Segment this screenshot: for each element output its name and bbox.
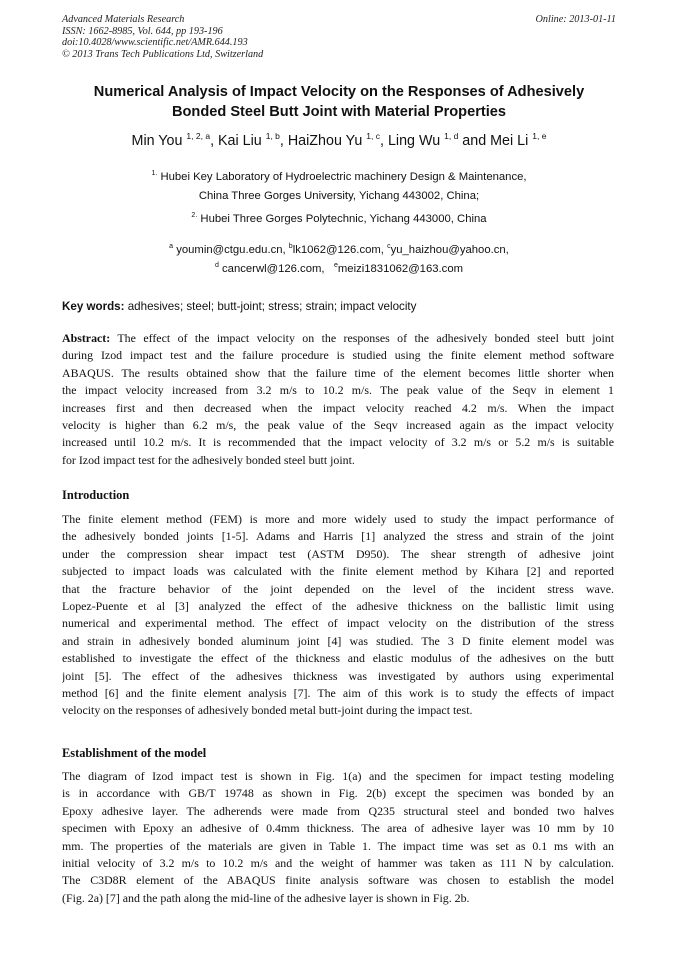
email-mark: a bbox=[169, 243, 174, 250]
affiliation-1 bbox=[40, 168, 638, 206]
body-line: is in accordance with GB/T 19748 as shown in Fig. 2(b) except the specimen was bonded by an bbox=[62, 786, 614, 801]
body-line: method [6] and the finite element analysis [7]. The aim of this work is to study the effects of impact bbox=[62, 685, 614, 700]
body-line: The C3D8R element of the ABAQUS finite analysis software was chosen to establish the model bbox=[62, 873, 614, 888]
body-line: initial velocity of 3.2 m/s to 10.2 m/s and the weight of hammer was taken as 111 N by calculation. bbox=[62, 855, 614, 870]
model-paragraph bbox=[62, 768, 614, 907]
affiliation-text: Hubei Three Gorges Polytechnic, Yichang 443000, China bbox=[200, 213, 487, 225]
abstract-line: velocity is higher than 6.2 m/s, the peak value of the Seqv increased again as the impact velocity bbox=[62, 417, 614, 432]
keywords-text: adhesives; steel; butt-joint; stress; strain; impact velocity bbox=[127, 300, 417, 313]
body-line: mm. The properties of the materials are given in Table 1. The impact time was set as 0.1 ms with an bbox=[62, 838, 614, 853]
body-line: Epoxy adhesive layer. The adherends were made from Q235 structural steel and bonded two halves bbox=[62, 803, 614, 818]
email-mark: d bbox=[214, 262, 219, 269]
author-name: Mei Li bbox=[490, 133, 529, 149]
abstract-label: Abstract: bbox=[62, 331, 111, 345]
email-mark: b bbox=[288, 243, 293, 250]
author-name: Kai Liu bbox=[218, 133, 262, 149]
email-mark: c bbox=[387, 243, 391, 250]
email-address: meizi1831062@163.com bbox=[337, 263, 464, 275]
journal-header bbox=[62, 14, 482, 60]
journal-doi: doi:10.4028/www.scientific.net/AMR.644.193 bbox=[62, 37, 248, 49]
online-date: Online: 2013-01-11 bbox=[535, 14, 616, 25]
abstract-line: for Izod impact test for the adhesively bonded steel butt joint. bbox=[62, 452, 355, 467]
title-line-1: Numerical Analysis of Impact Velocity on the Responses of Adhesively bbox=[93, 84, 585, 100]
email-address: lk1062@126.com, bbox=[292, 244, 384, 256]
introduction-paragraph bbox=[62, 511, 614, 720]
body-line: Lopez-Puente et al [3] analyzed the effect of the adhesive thickness on the ballistic limit using bbox=[62, 598, 614, 613]
body-line: and strain in adhesively bonded aluminum joint [4] was studied. The 3 D finite element model was bbox=[62, 633, 614, 648]
keywords bbox=[62, 299, 618, 315]
body-line: The diagram of Izod impact test is shown in Fig. 1(a) and the specimen for impact testing modeling bbox=[62, 769, 614, 783]
author-separator: , bbox=[279, 133, 288, 149]
email-address: youmin@ctgu.edu.cn, bbox=[176, 244, 286, 256]
author-affiliation-mark: 1, c bbox=[366, 131, 380, 141]
body-line: under the compression shear impact test (ASTM D950). The shear strength of adhesive joint bbox=[62, 546, 614, 561]
email-address: cancerwl@126.com, bbox=[222, 263, 325, 275]
author-affiliation-mark: 1, d bbox=[444, 131, 459, 141]
affiliation-number: 1. bbox=[151, 170, 158, 177]
author-name: Min You bbox=[131, 133, 183, 149]
author-affiliation-mark: 1, b bbox=[265, 131, 280, 141]
author-name: Ling Wu bbox=[387, 133, 441, 149]
abstract-line: increased until 10.2 m/s. It is recommended that the impact velocity of 3.2 m/s or 5.2 m/s is suitable bbox=[62, 435, 614, 450]
author-affiliation-mark: 1, 2, a bbox=[186, 131, 211, 141]
journal-name: Advanced Materials Research bbox=[62, 14, 185, 25]
body-line: velocity on the responses of adhesively bonded metal butt-joint during the impact test. bbox=[62, 703, 473, 718]
abstract-line: the impact velocity increased from 3.2 m/s to 10.2 m/s. The peak value of the Seqv in element 1 bbox=[62, 383, 614, 398]
paper-title bbox=[40, 82, 638, 122]
body-line: the adhesively bonded joints [1-5]. Adams and Harris [1] analyzed the stress and strain of the joint bbox=[62, 529, 614, 544]
affiliation-2 bbox=[40, 210, 638, 229]
title-line-2: Bonded Steel Butt Joint with Material Properties bbox=[171, 104, 507, 120]
abstract-line: increases first and then decreased when the impact velocity reached 4.2 m/s. When the impact bbox=[62, 400, 614, 415]
author-list bbox=[40, 131, 638, 151]
author-separator: , bbox=[380, 133, 388, 149]
affiliation-text: Hubei Key Laboratory of Hydroelectric machinery Design & Maintenance, bbox=[160, 171, 527, 183]
body-line: specimen with Epoxy an adhesive of 0.4mm thickness. The area of adhesive layer was 10 mm by 10 bbox=[62, 821, 614, 836]
email-list bbox=[40, 241, 638, 279]
keywords-label: Key words: bbox=[62, 300, 125, 313]
body-line: established to investigate the effect of the thickness and elastic modulus of the adhesives on the butt bbox=[62, 651, 614, 666]
author-separator: , bbox=[210, 133, 219, 149]
affiliation-text: China Three Gorges University, Yichang 443002, China; bbox=[198, 190, 480, 202]
affiliation-number: 2. bbox=[191, 212, 198, 219]
journal-copyright: © 2013 Trans Tech Publications Ltd, Switzerland bbox=[62, 48, 264, 60]
email-mark: e bbox=[333, 262, 338, 269]
author-affiliation-mark: 1, e bbox=[532, 131, 547, 141]
body-line: The finite element method (FEM) is more and more widely used to study the impact performance of bbox=[62, 512, 614, 526]
body-line: that the fracture behavior of the joint depended on the level of the incident stress wave. bbox=[62, 581, 614, 596]
section-heading-model: Establishment of the model bbox=[62, 746, 207, 760]
abstract-line: ABAQUS. The results obtained show that the failure time of the element becomes little shorter when bbox=[62, 365, 614, 380]
abstract-paragraph bbox=[62, 330, 614, 469]
body-line: numerical and experimental method. The effect of impact velocity on the distribution of the stress bbox=[62, 616, 614, 631]
journal-issn: ISSN: 1662-8985, Vol. 644, pp 193-196 bbox=[62, 25, 223, 37]
section-heading-introduction: Introduction bbox=[62, 488, 130, 502]
abstract-line: during Izod impact test and the failure procedure is studied using the finite element method software bbox=[62, 348, 614, 363]
author-name: HaiZhou Yu bbox=[287, 133, 363, 149]
abstract-line: The effect of the impact velocity on the responses of the adhesively bonded steel butt joint bbox=[117, 331, 614, 345]
email-address: yu_haizhou@yahoo.cn, bbox=[390, 244, 509, 256]
body-line: joint [5]. The effect of the adhesives thickness was investigated by authors using experimental bbox=[62, 668, 614, 683]
body-line: (Fig. 2a) [7] and the path along the mid-line of the adhesive layer is shown in Fig. 2b. bbox=[62, 890, 470, 905]
author-separator: and bbox=[458, 133, 491, 149]
body-line: subjected to impact loads was calculated with the finite element method by Kihara [2] and reported bbox=[62, 564, 614, 579]
